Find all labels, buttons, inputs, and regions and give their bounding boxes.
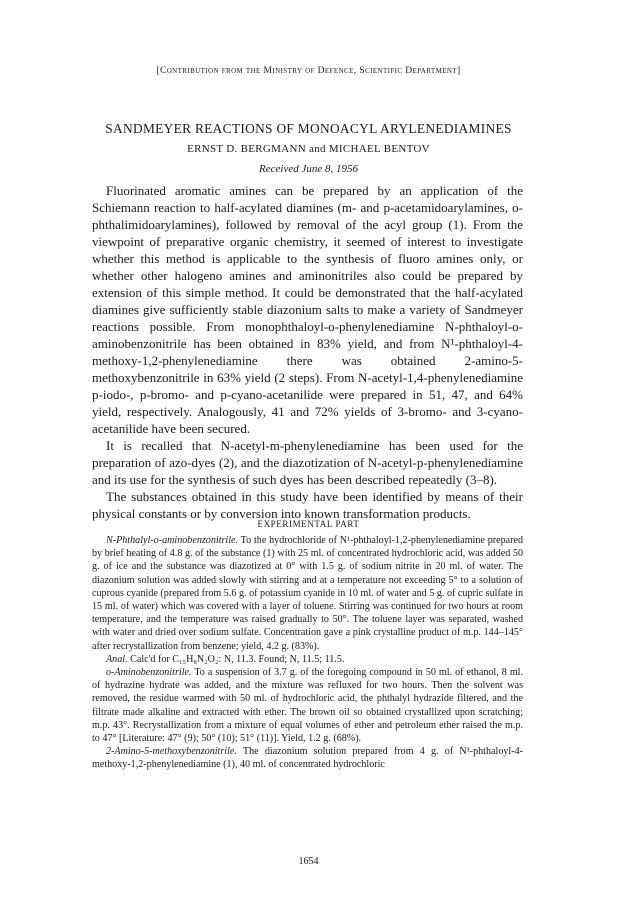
intro-paragraph: It is recalled that N-acetyl-m-phenylenediamine has been used for the preparation of azo-dyes (2), and the diazotization of N-acetyl-p-phenylenediamine and its use for the synthesis of such dyes has been described repeatedly (3–8). bbox=[92, 438, 523, 487]
run-in-heading: N-Phthalyl-o-aminobenzonitrile. bbox=[106, 535, 239, 546]
paragraph-text: Calc'd for C₁₅H₈N₂O₂: N, 11.3. Found; N, 11.5; 11.5. bbox=[127, 653, 345, 665]
paragraph-text: To a suspension of 3.7 g. of the foregoing compound in 50 ml. of ethanol, 8 ml. of hydrazine hydrate was added, and the mixture was refluxed for two hours. Then the solvent was removed, the residue warmed with 50 ml. of hydrochloric acid, the phthalyl hydrazide filtered, and the filtrate made alkaline and extracted with ether. The brown oil so obtained crystallized upon scratching; m.p. 43°. Recrystallization from a mixture of equal volumes of ether and petroleum ether raised the m.p. to 47° [Literature: 47° (9); 50° (10); 51° (11)]. Yield, 1.2 g. (68%). bbox=[92, 667, 523, 745]
introduction bbox=[92, 182, 523, 522]
intro-paragraph: The substances obtained in this study have been identified by means of their physical constants or by conversion into known transformation products. bbox=[92, 489, 523, 521]
experimental-paragraph bbox=[92, 653, 523, 666]
paragraph-text: To the hydrochloride of N¹-phthaloyl-1,2-phenylenediamine prepared by brief heating of 4.8 g. of the substance (1) with 25 ml. of concentrated hydrochloric acid, was added 50 g. of ice and the substance was diazotized at 0° with 1.5 g. of sodium nitrite in 20 ml. of water. The diazonium solution was added slowly with stirring and at a temperature not exceeding 5° to a solution of cuprous cyanide (prepared from 5.6 g. of potassium cyanide in 10 ml. of water and 5 g. of cupric sulfate in 15 ml. of water) which was covered with a layer of toluene. Stirring was continued for two hours at room temperature, and the temperature was raised gradually to 50°. The toluene layer was separated, washed with water and dried over sodium sulfate. Concentration gave a pink crystalline product of m.p. 144–145° after recrystallization from benzene; yield, 4.2 g. (83%). bbox=[92, 535, 523, 652]
experimental-paragraph bbox=[92, 534, 523, 653]
experimental-paragraph bbox=[92, 666, 523, 745]
section-heading-experimental: EXPERIMENTAL PART bbox=[257, 519, 360, 529]
article-title: SANDMEYER REACTIONS OF MONOACYL ARYLENEDIAMINES bbox=[105, 121, 512, 136]
authors: ERNST D. BERGMANN and MICHAEL BENTOV bbox=[187, 143, 430, 155]
received-date: Received June 8, 1956 bbox=[259, 163, 358, 175]
contribution-header: [Contribution from the Ministry of Defence, Scientific Department] bbox=[156, 66, 461, 76]
run-in-heading: Anal. bbox=[106, 653, 128, 665]
paragraph-text: The diazonium solution prepared from 4 g. of N¹-phthaloyl-4-methoxy-1,2-phenylenediamine (1), 40 ml. of concentrated hydrochloric bbox=[92, 746, 523, 771]
experimental-paragraph bbox=[92, 745, 523, 771]
run-in-heading: o-Aminobenzonitrile. bbox=[106, 667, 192, 679]
intro-paragraph: Fluorinated aromatic amines can be prepared by an application of the Schiemann reaction to half-acylated diamines (m- and p-acetamidoarylamines, o-phthalimidoarylamines), followed by removal of the acyl group (1). From the viewpoint of preparative organic chemistry, it seemed of interest to investigate whether this method is applicable to the synthesis of fluoro amines only, or whether other halogeno amines and aminonitriles also could be prepared by extension of this simple method. It could be demonstrated that the half-acylated diamines give sufficiently stable diazonium salts to make a variety of Sandmeyer reactions possible. From monophthaloyl-o-phenylenediamine N-phthaloyl-o-aminobenzonitrile has been obtained in 83% yield, and from N¹-phthaloyl-4-methoxy-1,2-phenylenediamine there was obtained 2-amino-5-methoxybenzonitrile in 63% yield (2 steps). From N-acetyl-1,4-phenylenediamine p-iodo-, p-bromo- and p-cyano-acetanilide were prepared in 51, 47, and 64% yield, respectively. Analogously, 41 and 72% yields of 3-bromo- and 3-cyano-acetanilide have been secured. bbox=[92, 183, 523, 436]
experimental-section bbox=[92, 534, 523, 772]
run-in-heading: 2-Amino-5-methoxybenzonitrile. bbox=[106, 746, 237, 758]
page-number: 1654 bbox=[298, 856, 319, 867]
